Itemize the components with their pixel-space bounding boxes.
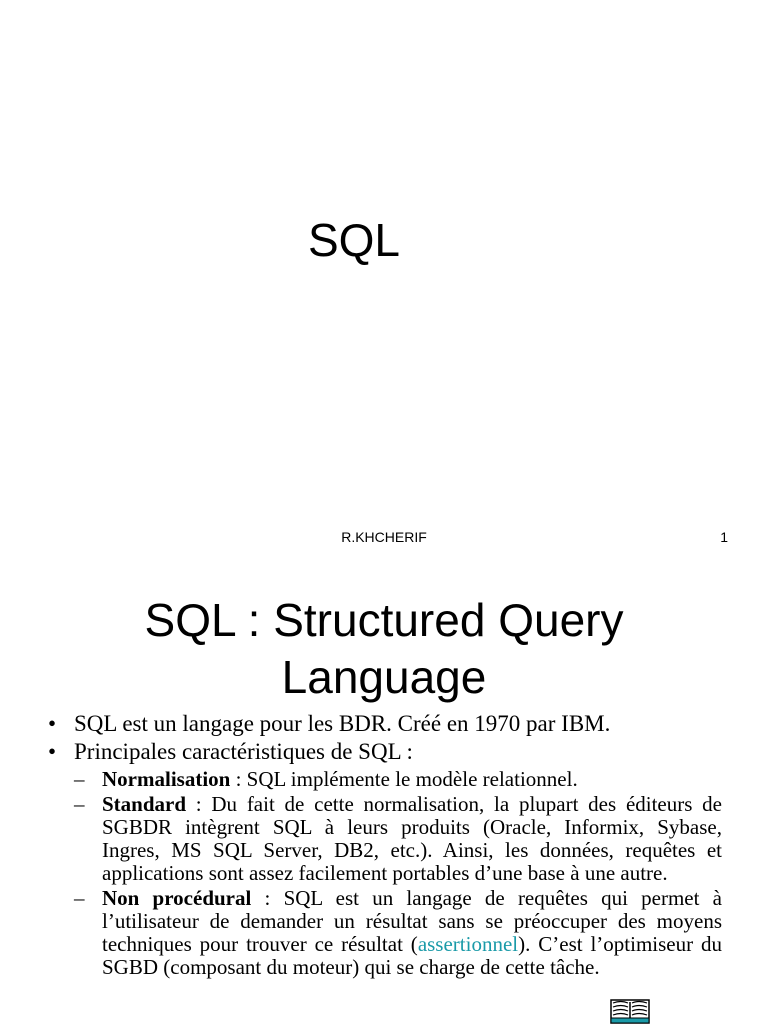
sub-item-text: : Du fait de cette normalisation, la plupart des éditeurs de SGBDR intègrent SQL à leurs produits (Oracle, Informix, Sybase, Ingres, MS SQL Server, DB2, etc.). Ainsi, les données, requêtes et applications sont assez facilement portables d’une base à une autre. <box>102 792 722 885</box>
slide-2 <box>0 560 768 1024</box>
sub-item-standard <box>48 793 722 885</box>
bullet-text: Principales caractéristiques de SQL : <box>74 739 413 764</box>
bullet-marker: • <box>48 739 57 764</box>
dash-marker: – <box>74 767 85 791</box>
sub-item-term: Non procédural <box>102 886 252 910</box>
open-book-icon[interactable] <box>610 996 650 1024</box>
slide-2-content <box>48 710 722 979</box>
sub-item-term: Standard <box>102 792 187 816</box>
assertionnel-link[interactable]: assertionnel <box>417 932 519 956</box>
sub-item-text: ). C’est l’optimiseur du SGBD (composant du moteur) qui se charge de cette tâche. <box>102 932 722 979</box>
bullet-marker: • <box>48 711 57 736</box>
slide-2-title-line-2: Language <box>281 651 487 703</box>
bullet-item <box>48 710 722 738</box>
page-number: 1 <box>720 529 728 545</box>
slide-2-title-line-1: SQL : Structured Query <box>144 594 624 646</box>
sub-item-term: Normalisation <box>102 767 231 791</box>
bullet-item <box>48 738 722 766</box>
footer-author: R.KHCHERIF <box>341 529 427 545</box>
sub-item-normalisation <box>48 768 722 791</box>
sub-item-text: : SQL implémente le modèle relationnel. <box>230 767 578 791</box>
dash-marker: – <box>74 792 85 816</box>
slide-1-title: SQL <box>307 214 401 266</box>
sub-item-text: : SQL est un langage de requêtes qui permet à l’utilisateur de demander un résultat sans se préoccuper des moyens techniques pour trouver ce résultat ( <box>102 886 722 956</box>
sub-item-non-procedural <box>48 887 722 979</box>
dash-marker: – <box>74 886 85 910</box>
bullet-text: SQL est un langage pour les BDR. Créé en 1970 par IBM. <box>74 711 611 736</box>
slide-2-title <box>0 592 768 706</box>
